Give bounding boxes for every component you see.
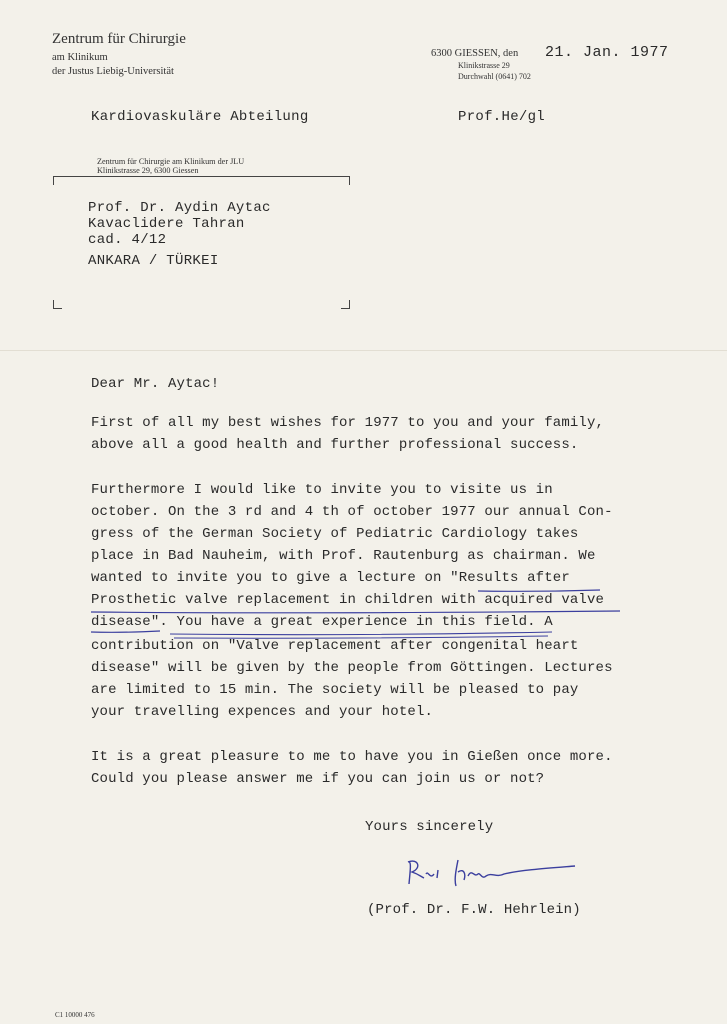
recipient-line: ANKARA / TÜRKEI	[88, 253, 219, 269]
body-line: above all a good health and further professional success.	[91, 437, 579, 453]
recipient-line: Kavaclidere Tahran	[88, 216, 245, 232]
body-line: gress of the German Society of Pediatric Cardiology takes	[91, 526, 579, 542]
body-line: Could you please answer me if you can join us or not?	[91, 771, 545, 787]
body-line: place in Bad Nauheim, with Prof. Rautenburg as chairman. We	[91, 548, 596, 564]
institution-line-3: der Justus Liebig-Universität	[52, 66, 174, 77]
sender-line-2: Klinikstrasse 29, 6300 Giessen	[97, 166, 199, 175]
body-line: disease". You have a great experience in this field. A	[91, 614, 553, 630]
underline-stroke	[174, 636, 548, 638]
underline-stroke	[91, 611, 620, 613]
body-line: Furthermore I would like to invite you to visite us in	[91, 482, 553, 498]
body-line: wanted to invite you to give a lecture on "Results after	[91, 570, 570, 586]
institution-name: Zentrum für Chirurgie	[52, 31, 186, 47]
body-line: Prosthetic valve replacement in children with acquired valve	[91, 592, 605, 608]
underline-stroke	[478, 590, 600, 591]
body-line: disease" will be given by the people from Göttingen. Lectures	[91, 660, 613, 676]
street-address: Klinikstrasse 29	[458, 61, 510, 70]
footer-code: C1 10000 476	[55, 1011, 95, 1019]
body-line: First of all my best wishes for 1977 to you and your family,	[91, 415, 605, 431]
body-line: It is a great pleasure to me to have you in Gießen once more.	[91, 749, 613, 765]
body-line: contribution on "Valve replacement after congenital heart	[91, 638, 579, 654]
signature	[400, 854, 580, 894]
place-label: 6300 GIESSEN, den	[431, 48, 519, 59]
department: Kardiovaskuläre Abteilung	[91, 109, 309, 125]
underline-stroke	[91, 631, 160, 632]
signatory-name: (Prof. Dr. F.W. Hehrlein)	[367, 902, 581, 918]
recipient-line: Prof. Dr. Aydin Aytac	[88, 200, 271, 216]
letter-date: 21. Jan. 1977	[545, 44, 669, 61]
sender-line-1: Zentrum für Chirurgie am Klinikum der JLU	[97, 157, 245, 166]
phone-number: Durchwahl (0641) 702	[458, 72, 531, 81]
body-line: october. On the 3 rd and 4 th of october 1977 our annual Con-	[91, 504, 613, 520]
body-line: are limited to 15 min. The society will be pleased to pay	[91, 682, 579, 698]
closing: Yours sincerely	[365, 819, 494, 835]
reference-code: Prof.He/gl	[458, 109, 546, 125]
body-line: your travelling expences and your hotel.	[91, 704, 434, 720]
recipient-line: cad. 4/12	[88, 232, 167, 248]
salutation: Dear Mr. Aytac!	[91, 376, 220, 392]
institution-line-2: am Klinikum	[52, 52, 108, 63]
underline-stroke	[170, 632, 552, 635]
